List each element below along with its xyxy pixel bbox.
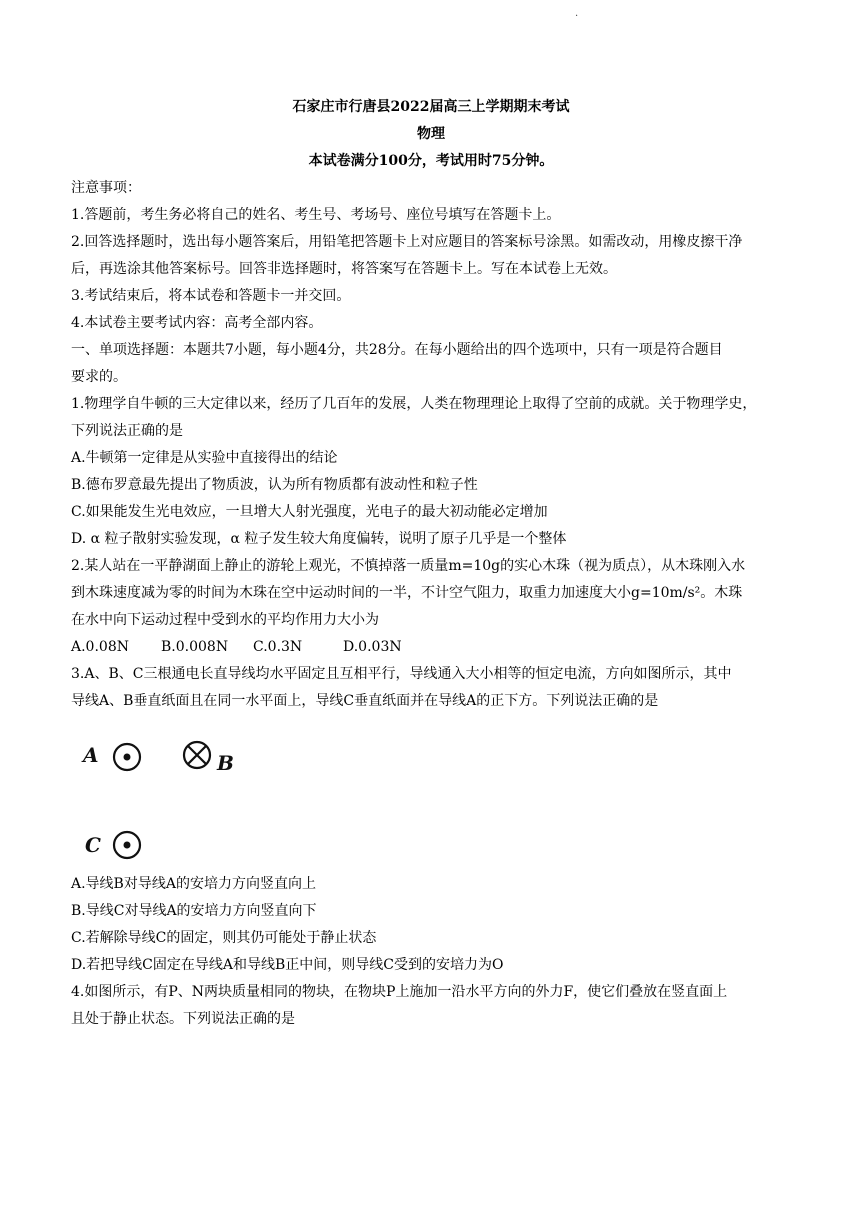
- note-4: 4.本试卷主要考试内容：高考全部内容。: [71, 315, 323, 331]
- q2-stem-line-3: 在水中向下运动过程中受到水的平均作用力大小为: [71, 612, 379, 628]
- q3-option-d: D.若把导线C固定在导线A和导线B正中间，则导线C受到的安培力为O: [71, 957, 504, 973]
- wire-a-current-out-icon: [109, 739, 145, 775]
- q1-option-b: B.德布罗意最先提出了物质波，认为所有物质都有波动性和粒子性: [71, 477, 478, 493]
- q4-stem-line-1: 4.如图所示，有P、N两块质量相同的物块，在物块P上施加一沿水平方向的外力F，使它们叠放在竖直面上: [71, 984, 728, 1000]
- exam-title: 石家庄市行唐县2022届高三上学期期末考试: [292, 99, 570, 115]
- section-1-line-2: 要求的。: [71, 369, 127, 385]
- q2-options: [71, 634, 791, 661]
- q3-stem-line-2: 导线A、B垂直纸面且在同一水平面上，导线C垂直纸面并在导线A的正下方。下列说法正确的是: [71, 693, 659, 709]
- q1-stem-line-1: 1.物理学自牛顿的三大定律以来，经历了几百年的发展，人类在物理理论上取得了空前的成就。关于物理学史，: [71, 396, 757, 412]
- q1-option-a: A.牛顿第一定律是从实验中直接得出的结论: [71, 450, 338, 466]
- q2-option-b: B.0.008N: [161, 639, 229, 655]
- exam-score-time: 本试卷满分100分，考试用时75分钟。: [308, 153, 554, 169]
- q1-stem-line-2: 下列说法正确的是: [71, 423, 183, 439]
- section-1-line-1: 一、单项选择题：本题共7小题，每小题4分，共28分。在每小题给出的四个选项中，只有一项是符合题目: [71, 342, 723, 358]
- wire-c-label: C: [85, 833, 101, 857]
- q3-option-a: A.导线B对导线A的安培力方向竖直向上: [71, 876, 316, 892]
- q2-stem-line-1: 2.某人站在一平静湖面上静止的游轮上观光，不慎掉落一质量m=10g的实心木珠（视为质点），从木珠刚入水: [71, 558, 746, 574]
- note-2-line-2: 后，再选涂其他答案标号。回答非选择题时，将答案写在答题卡上。写在本试卷上无效。: [71, 261, 617, 277]
- q3-option-c: C.若解除导线C的固定，则其仍可能处于静止状态: [71, 930, 377, 946]
- wire-c-current-out-icon: [109, 827, 145, 863]
- exam-content: [71, 94, 791, 1033]
- wire-b-current-in-icon: [179, 737, 215, 773]
- q2-option-c: C.0.3N: [253, 639, 303, 655]
- wire-a-label: A: [83, 743, 99, 767]
- q3-option-b: B.导线C对导线A的安培力方向竖直向下: [71, 903, 317, 919]
- corner-mark: .: [575, 8, 579, 19]
- q4-stem-line-2: 且处于静止状态。下列说法正确的是: [71, 1011, 295, 1027]
- notes-heading: 注意事项：: [71, 180, 141, 196]
- wire-b-label: B: [217, 751, 234, 775]
- q3-wire-figure: [71, 715, 791, 871]
- note-2-line-1: 2.回答选择题时，选出每小题答案后，用铅笔把答题卡上对应题目的答案标号涂黑。如需改动，用橡皮擦干净: [71, 234, 743, 250]
- exam-subject: 物理: [417, 126, 445, 142]
- q2-stem-line-2: 到木珠速度减为零的时间为木珠在空中运动时间的一半，不计空气阻力，取重力加速度大小g=10m/s²。木珠: [71, 585, 743, 601]
- q1-option-d: D. α 粒子散射实验发现，α 粒子发生较大角度偏转，说明了原子几乎是一个整体: [71, 531, 567, 547]
- q2-option-d: D.0.03N: [343, 639, 402, 655]
- note-3: 3.考试结束后，将本试卷和答题卡一并交回。: [71, 288, 351, 304]
- note-1: 1.答题前，考生务必将自己的姓名、考生号、考场号、座位号填写在答题卡上。: [71, 207, 561, 223]
- q3-stem-line-1: 3.A、B、C三根通电长直导线均水平固定且互相平行，导线通入大小相等的恒定电流，方向如图所示，其中: [71, 666, 732, 682]
- q2-option-a: A.0.08N: [71, 639, 129, 655]
- q1-option-c: C.如果能发生光电效应，一旦增大人射光强度，光电子的最大初动能必定增加: [71, 504, 548, 520]
